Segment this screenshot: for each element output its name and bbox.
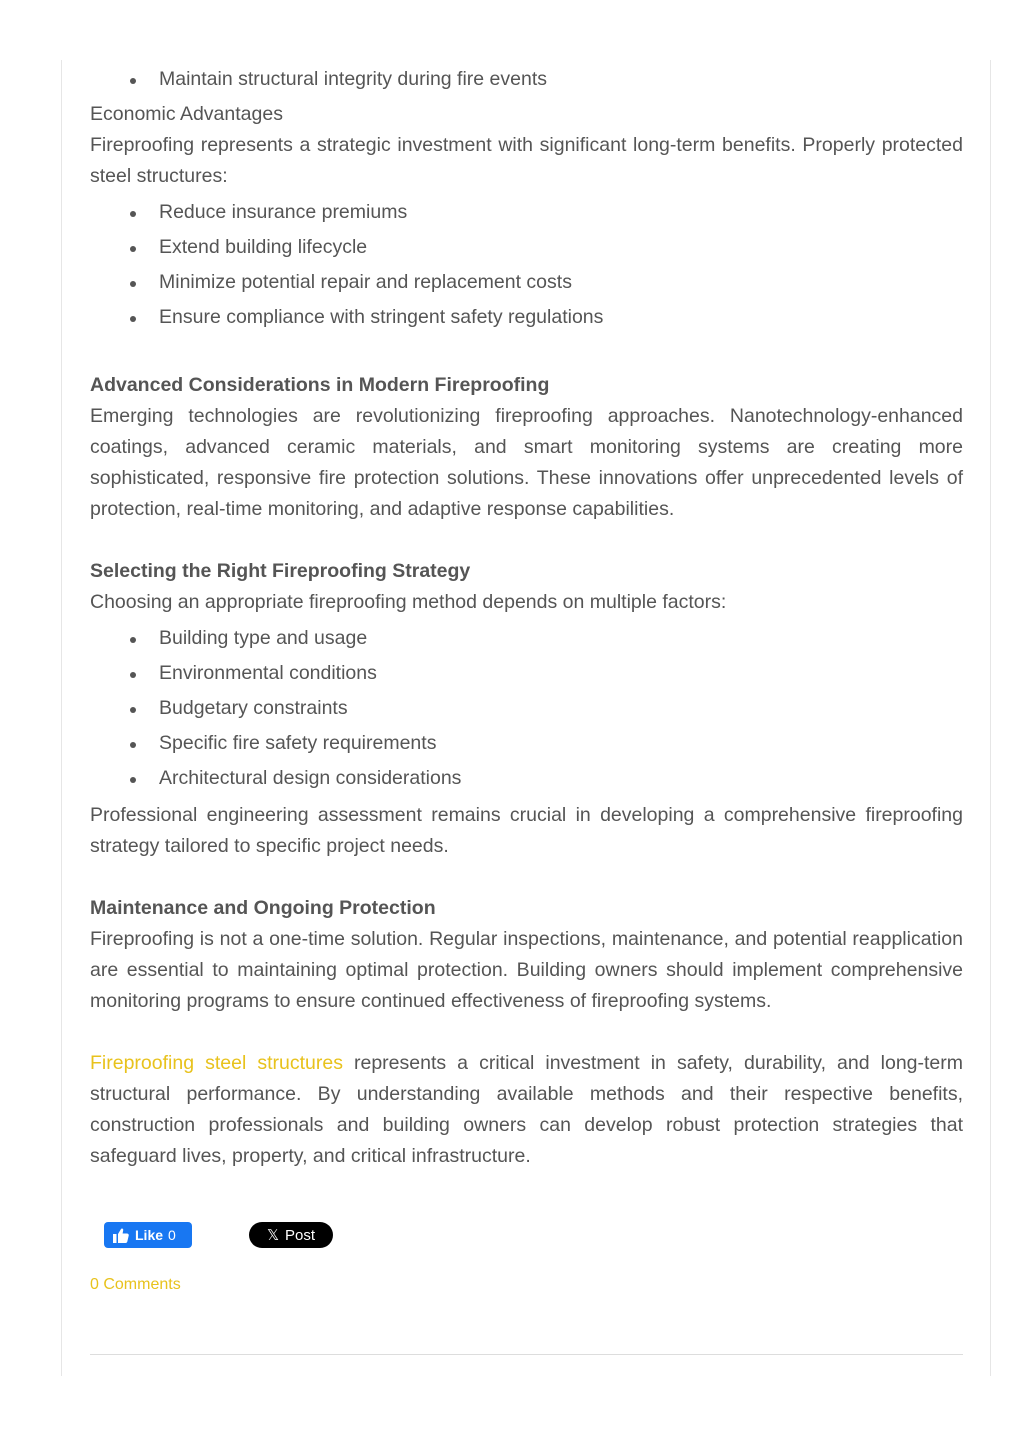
maintenance-heading: Maintenance and Ongoing Protection: [90, 897, 436, 919]
list-item: Maintain structural integrity during fire events: [90, 64, 963, 99]
content-frame-right-border: [990, 60, 991, 1376]
post-label: Post: [285, 1226, 316, 1244]
list-item: Budgetary constraints: [90, 693, 963, 728]
economic-bullet-list: [90, 197, 963, 337]
maintenance-paragraph: Fireproofing is not a one-time solution. Regular inspections, maintenance, and potential reapplication are essential to maintaining optimal protection. Building owners should implement comprehensive monitoring programs to ensure continued effectiveness of fireproofing systems.: [90, 928, 963, 1012]
fireproofing-steel-structures-link[interactable]: Fireproofing steel structures: [90, 1052, 343, 1074]
list-item: Environmental conditions: [90, 658, 963, 693]
economic-paragraph: Fireproofing represents a strategic investment with significant long-term benefits. Properly protected steel structures:: [90, 134, 963, 187]
comments-link[interactable]: 0 Comments: [90, 1276, 181, 1293]
x-post-button[interactable]: [249, 1222, 333, 1248]
list-item: Extend building lifecycle: [90, 232, 963, 267]
list-item: Ensure compliance with stringent safety regulations: [90, 302, 963, 337]
selecting-closing-paragraph: Professional engineering assessment remains crucial in developing a comprehensive fireproofing strategy tailored to specific project needs.: [90, 804, 963, 857]
article-body: [90, 64, 963, 1172]
section-spacer: [90, 862, 963, 893]
intro-bullet-list: [90, 64, 963, 99]
list-item: Architectural design considerations: [90, 763, 963, 798]
list-item: Minimize potential repair and replacement costs: [90, 267, 963, 302]
footer-divider: [90, 1354, 963, 1355]
like-count: 0: [168, 1227, 176, 1243]
content-frame-left-border: [61, 60, 62, 1376]
conclusion-paragraph: [90, 1048, 963, 1172]
selecting-bullet-list: [90, 623, 963, 798]
section-spacer: [90, 525, 963, 556]
economic-heading: Economic Advantages: [90, 103, 283, 125]
section-spacer: [90, 339, 963, 370]
selecting-paragraph: Choosing an appropriate fireproofing method depends on multiple factors:: [90, 591, 727, 613]
facebook-like-button[interactable]: [104, 1222, 192, 1248]
advanced-heading: Advanced Considerations in Modern Fireproofing: [90, 374, 550, 396]
like-label: Like: [135, 1227, 164, 1243]
list-item: Specific fire safety requirements: [90, 728, 963, 763]
x-logo-icon: 𝕏: [266, 1227, 280, 1244]
advanced-paragraph: Emerging technologies are revolutionizing fireproofing approaches. Nanotechnology-enhanced coatings, advanced ceramic materials, and smart monitoring systems are creating more sophisticated, responsive fire protection solutions. These innovations offer unprecedented levels of protection, real-time monitoring, and adaptive response capabilities.: [90, 405, 963, 520]
conclusion-text: represents a critical investment in safety, durability, and long-term structural performance. By understanding available methods and their respective benefits, construction professionals and building owners can develop robust protection strategies that safeguard lives, property, and critical infrastructure.: [90, 1052, 963, 1167]
thumbs-up-icon: [113, 1228, 129, 1243]
list-item: Reduce insurance premiums: [90, 197, 963, 232]
section-spacer: [90, 1017, 963, 1048]
selecting-heading: Selecting the Right Fireproofing Strategy: [90, 560, 471, 582]
list-item: Building type and usage: [90, 623, 963, 658]
